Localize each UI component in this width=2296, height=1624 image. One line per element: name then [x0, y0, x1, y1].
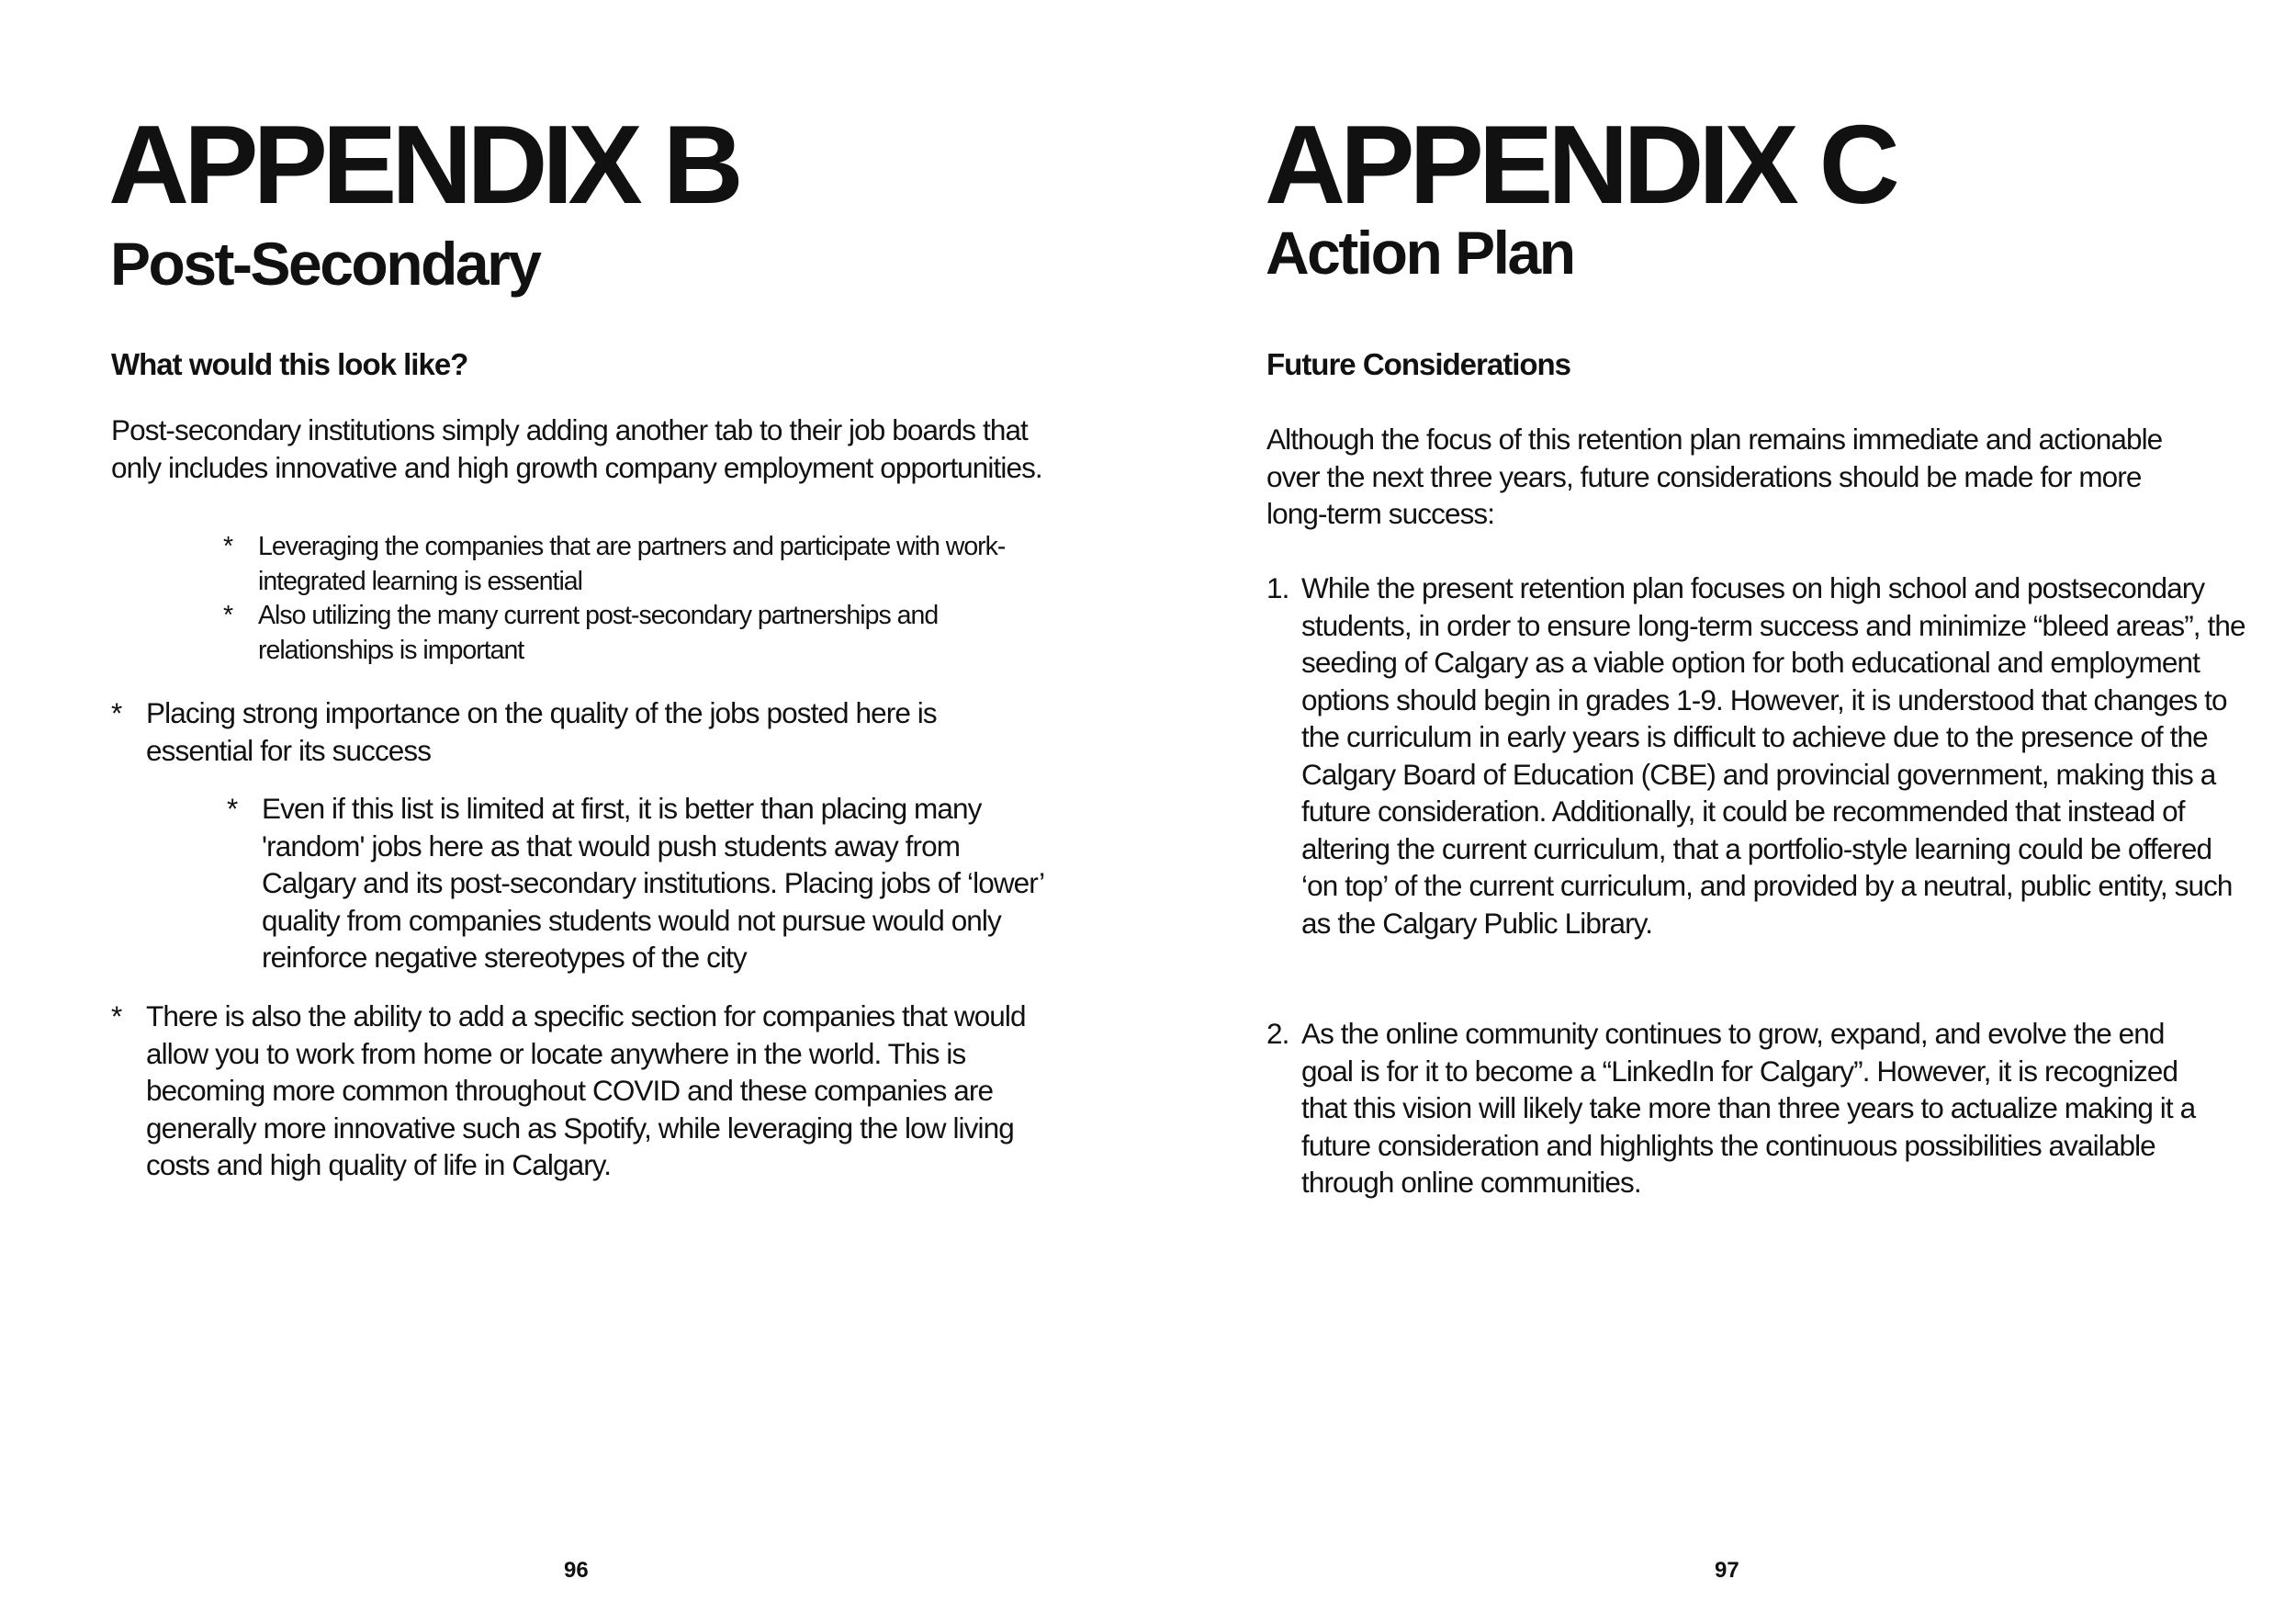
list-item-text: Even if this list is limited at first, it is better than placing many 'random' jobs here as that would push students away from Calgary and its post-secondary institutions. Placing jobs of ‘lower’ quality from companies students would not pursue would only reinforce negative stereotypes of the city: [262, 792, 1043, 974]
bullet-mark: *: [223, 601, 233, 630]
appendix-c-title: APPENDIX C: [1265, 102, 1895, 227]
bullet-mark: *: [223, 532, 233, 561]
bullet-mark: *: [111, 696, 122, 729]
appendix-b-title: APPENDIX B: [108, 102, 738, 227]
bullet-mark: *: [227, 792, 238, 825]
list-item: [111, 694, 1039, 769]
list-item: [111, 998, 1048, 1184]
list-item-text: As the online community continues to grow, expand, and evolve the end goal is for it to become a “LinkedIn for Calgary”. However, it is recognized that this vision will likely take more than three years to actualize making it a future consideration and highlights the continuous possibilities available through online communities.: [1301, 1017, 2196, 1199]
list-item: [1266, 570, 2249, 942]
list-item: [223, 530, 1031, 599]
list-item-text: Placing strong importance on the quality of the jobs posted here is essential for its success: [146, 696, 937, 767]
appendix-c-subtitle: Action Plan: [1266, 219, 1574, 287]
intro-paragraph: Although the focus of this retention plan remains immediate and actionable over the next three years, future considerations should be made for more long-term success:: [1266, 423, 2163, 530]
bullet-mark: *: [111, 999, 122, 1032]
intro-paragraph: Post-secondary institutions simply adding another tab to their job boards that only includes innovative and high growth company employment opportunities.: [111, 413, 1042, 484]
list-item-text: While the present retention plan focuses on high school and postsecondary students, in order to ensure long-term success and minimize “bleed areas”, the seeding of Calgary as a viable option for both educational and employment options should begin in grades 1-9. However, it is understood that changes to the curriculum in early years is difficult to achieve due to the presence of the Calgary Board of Education (CBE) and provincial government, making this a future consideration. Additionally, it could be recommended that instead of altering the current curriculum, that a portfolio-style learning could be offered ‘on top’ of the current curriculum, and provided by a neutral, public entity, such as the Calgary Public Library.: [1301, 571, 2245, 940]
list-item: [227, 790, 1053, 976]
right-page: [1148, 0, 2296, 1624]
page-number: 96: [564, 1558, 589, 1583]
list-item-text: Leveraging the companies that are partners and participate with work-integrated learning is essential: [258, 532, 1006, 596]
appendix-b-subtitle: Post-Secondary: [110, 230, 540, 298]
list-item-text: Also utilizing the many current post-secondary partnerships and relationships is important: [258, 601, 939, 665]
list-item: [223, 599, 1031, 668]
section-heading: What would this look like?: [111, 347, 468, 381]
section-heading: Future Considerations: [1266, 347, 1571, 381]
item-number: 1.: [1266, 571, 1289, 604]
page-number: 97: [1715, 1558, 1739, 1583]
item-number: 2.: [1266, 1017, 1289, 1050]
list-item: [1266, 1015, 2203, 1201]
list-item-text: There is also the ability to add a specific section for companies that would allow you to work from home or locate anywhere in the world. This is becoming more common throughout COVID and these companies are generally more innovative such as Spotify, while leveraging the low living costs and high quality of life in Calgary.: [146, 999, 1026, 1181]
